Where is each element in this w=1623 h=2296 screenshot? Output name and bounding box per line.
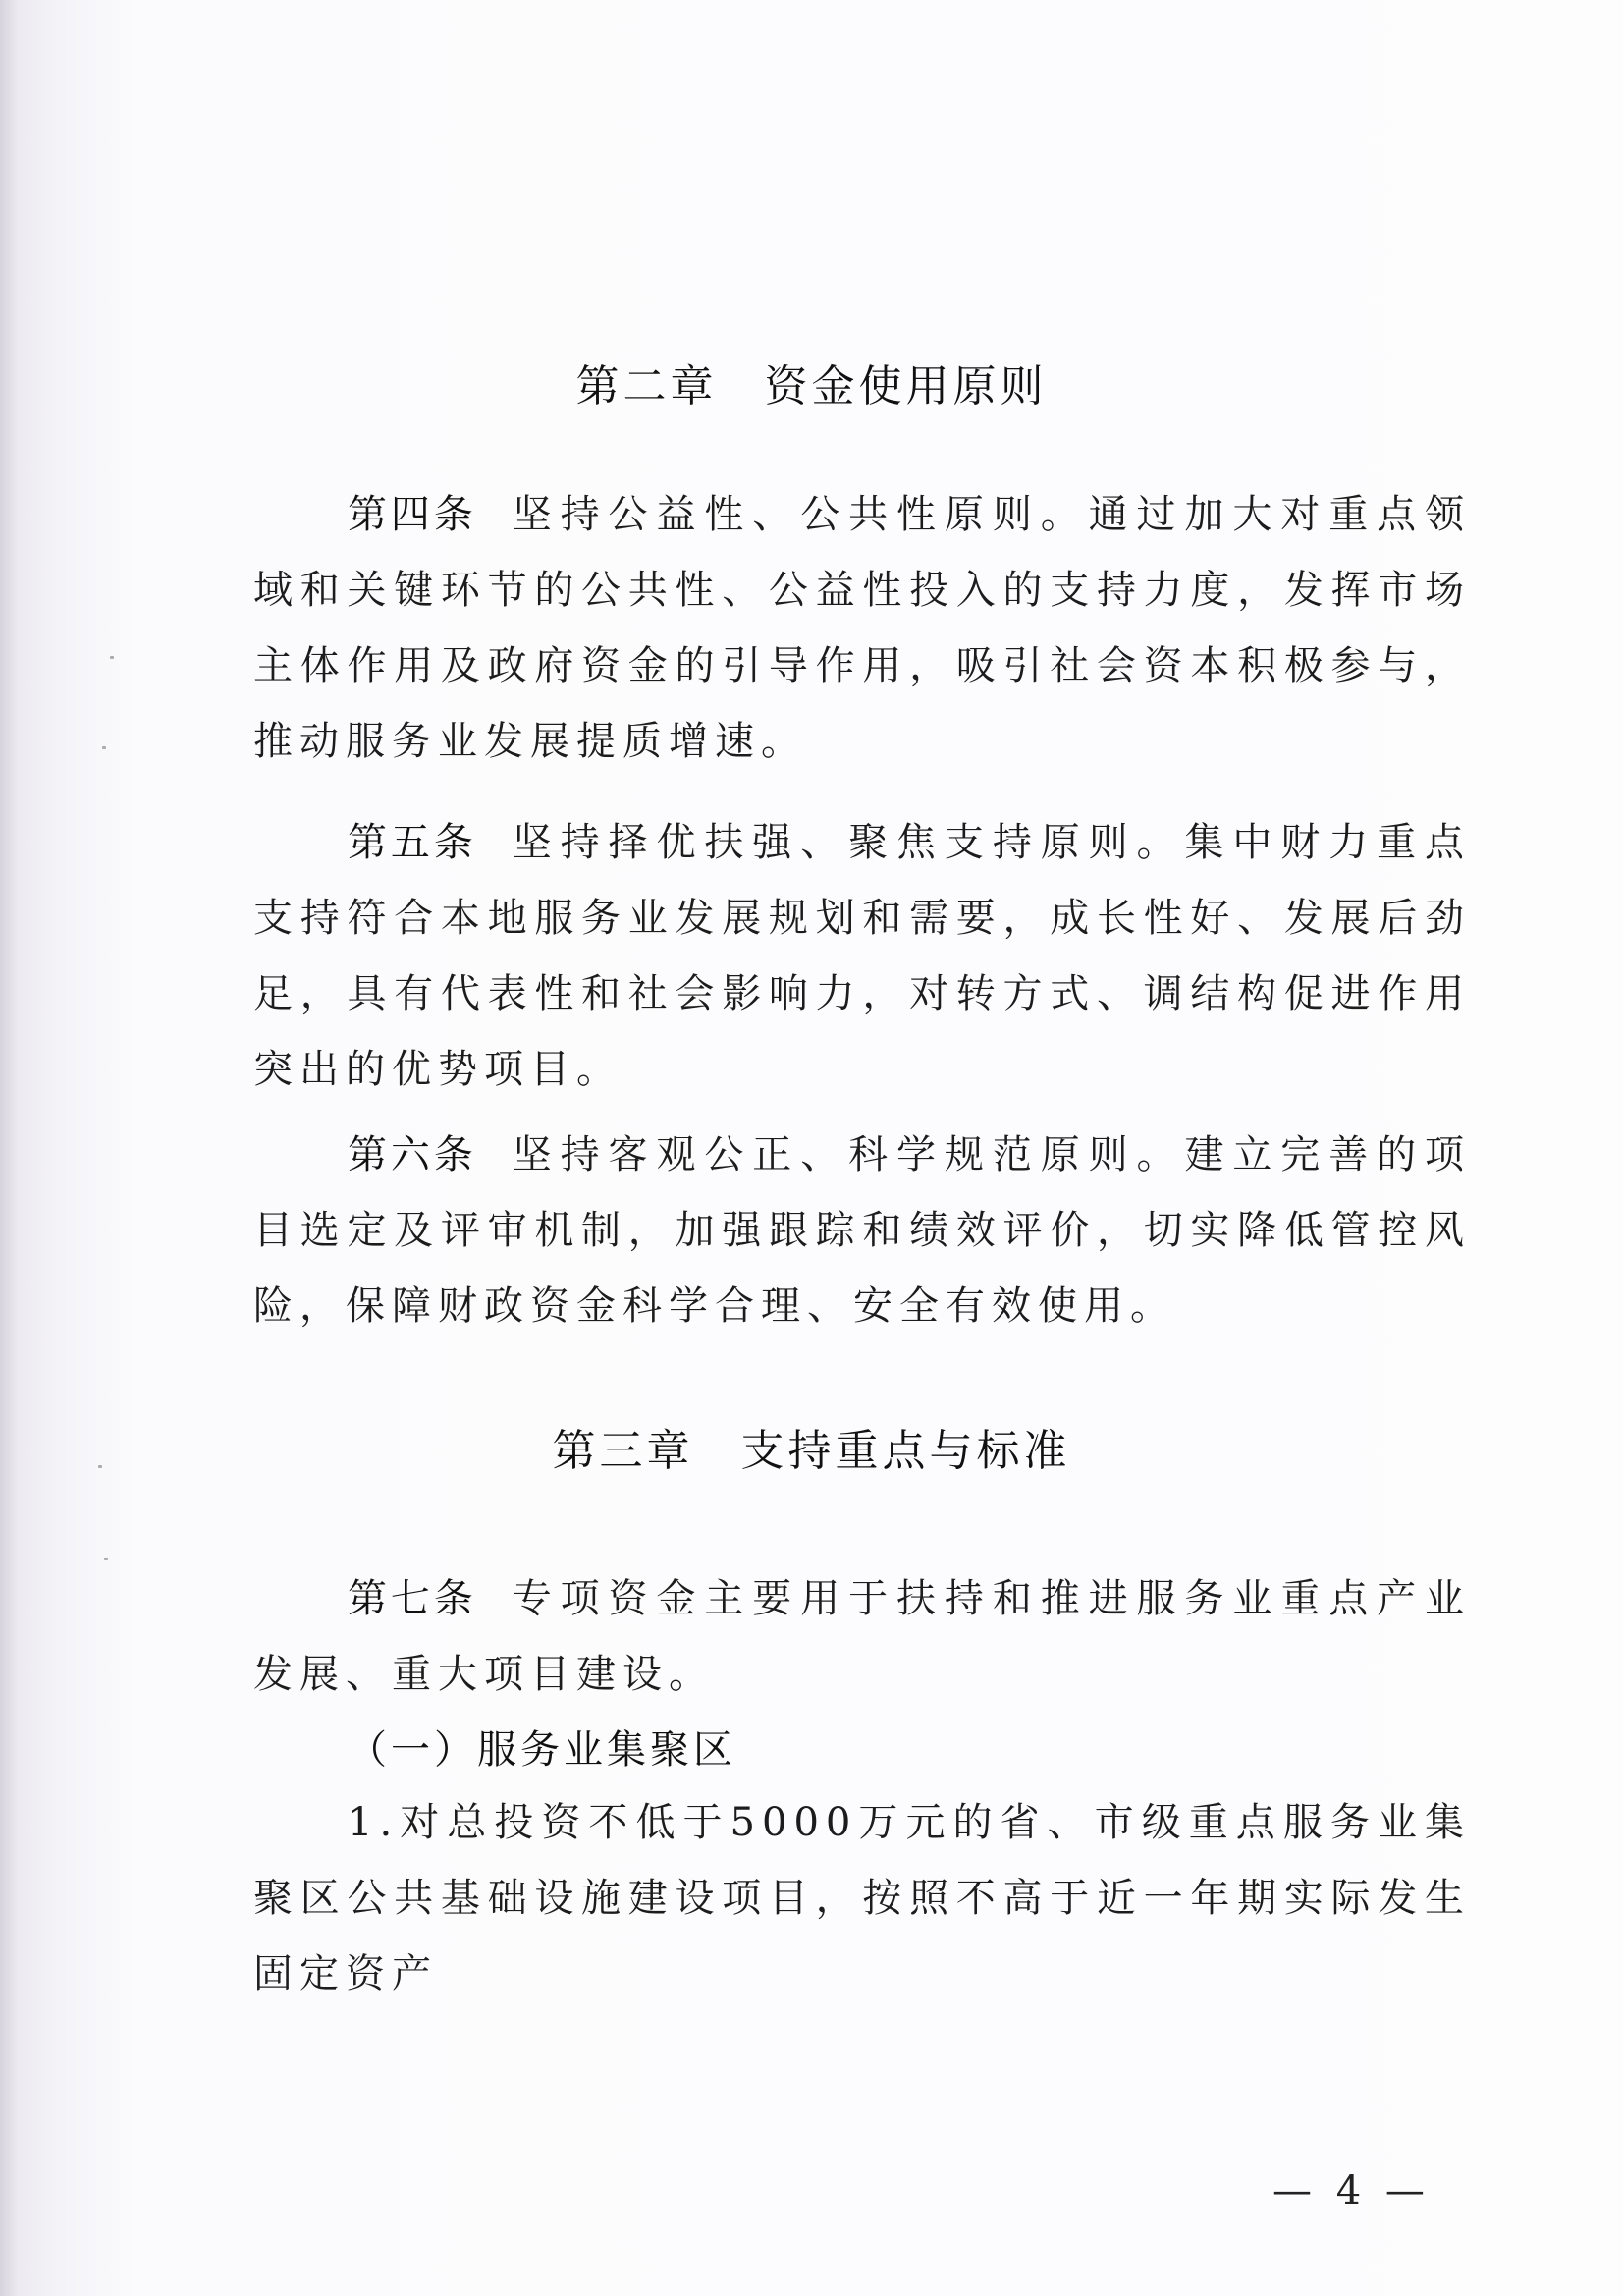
- scan-speck: [102, 746, 106, 749]
- article-6-label: 第六条: [348, 1132, 477, 1177]
- article-4-text: 坚持公益性、公共性原则。通过加大对重点领域和关键环节的公共性、公益性投入的支持力度，发挥市场主体作用及政府资金的引导作用，吸引社会资本积极参与，推动服务业发展提质增速。: [253, 492, 1472, 764]
- scan-speck: [110, 656, 114, 659]
- article-4-label: 第四条: [348, 492, 477, 537]
- chapter-2-heading: 第二章 资金使用原则: [575, 361, 1048, 411]
- article-4: [253, 477, 1471, 780]
- article-6-text: 坚持客观公正、科学规范原则。建立完善的项目选定及评审机制，加强跟踪和绩效评价，切实降低管控风险，保障财政资金科学合理、安全有效使用。: [253, 1132, 1472, 1329]
- item-1: 1.对总投资不低于5000万元的省、市级重点服务业集聚区公共基础设施建设项目，按照不高于近一年期实际发生固定资产: [253, 1800, 1471, 1996]
- article-7: [253, 1561, 1471, 1713]
- section-1-heading: （一）服务业集聚区: [348, 1727, 736, 1773]
- article-7-label: 第七条: [348, 1576, 477, 1621]
- page-number: — 4 —: [1272, 2168, 1431, 2214]
- scan-speck: [104, 1558, 108, 1560]
- article-7-text: 专项资金主要用于扶持和推进服务业重点产业发展、重大项目建设。: [253, 1576, 1472, 1697]
- chapter-3-heading: 第三章 支持重点与标准: [552, 1426, 1071, 1476]
- article-5-text: 坚持择优扶强、聚焦支持原则。集中财力重点支持符合本地服务业发展规划和需要，成长性好、发展后劲足，具有代表性和社会影响力，对转方式、调结构促进作用突出的优势项目。: [253, 820, 1472, 1092]
- article-5: [253, 805, 1471, 1108]
- article-6: [253, 1118, 1471, 1344]
- scan-edge-shadow: [0, 0, 18, 2296]
- article-5-label: 第五条: [348, 820, 477, 865]
